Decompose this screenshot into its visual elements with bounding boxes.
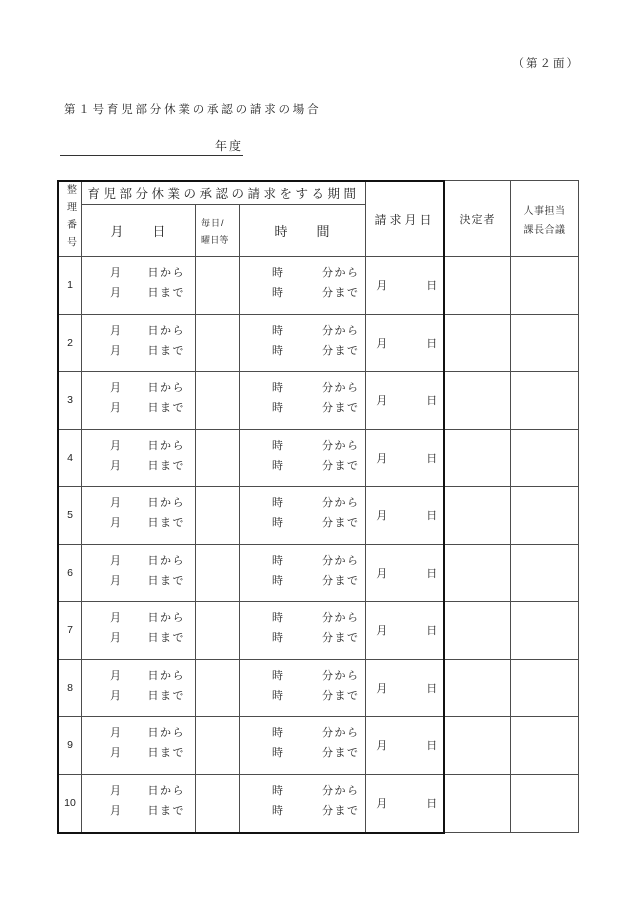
decider-blank-cell[interactable] (445, 257, 511, 315)
hr-council-blank-cell[interactable] (511, 430, 578, 488)
daily-weekday-blank-cell[interactable] (196, 717, 240, 775)
hr-council-blank-cell[interactable] (511, 660, 578, 718)
hr-council-blank-cell[interactable] (511, 602, 578, 660)
time-range-cell[interactable] (240, 487, 366, 545)
request-table (57, 180, 579, 834)
time-to-text: 時 分まで (272, 689, 360, 702)
row-number: 7 (59, 602, 82, 660)
request-date-cell[interactable]: 月 日 (366, 717, 443, 775)
decider-blank-cell[interactable] (445, 717, 511, 775)
row-number: 9 (59, 717, 82, 775)
decider-blank-cell[interactable] (445, 775, 511, 833)
date-to-text: 月 日まで (110, 517, 185, 530)
request-date-cell[interactable]: 月 日 (366, 315, 443, 373)
time-from-text: 時 分から (272, 785, 360, 798)
time-to-text: 時 分まで (272, 517, 360, 530)
time-from-text: 時 分から (272, 324, 360, 337)
date-range-cell[interactable] (82, 660, 196, 718)
header-serial-number-label: 整理番号 (64, 184, 76, 254)
request-date-cell[interactable]: 月 日 (366, 545, 443, 603)
date-from-text: 月 日から (110, 612, 185, 625)
time-range-cell[interactable] (240, 717, 366, 775)
request-table-main-section (57, 180, 445, 834)
daily-weekday-blank-cell[interactable] (196, 315, 240, 373)
time-from-text: 時 分から (272, 267, 360, 280)
row-number: 10 (59, 775, 82, 833)
date-range-cell[interactable] (82, 430, 196, 488)
hr-council-blank-cell[interactable] (511, 257, 578, 315)
row-number: 1 (59, 257, 82, 315)
date-to-text: 月 日まで (110, 747, 185, 760)
row-number: 8 (59, 660, 82, 718)
date-range-cell[interactable] (82, 487, 196, 545)
time-range-cell[interactable] (240, 257, 366, 315)
daily-weekday-blank-cell[interactable] (196, 545, 240, 603)
request-date-cell[interactable]: 月 日 (366, 602, 443, 660)
fiscal-year-blank-field[interactable] (60, 137, 215, 153)
hr-council-blank-cell[interactable] (511, 545, 578, 603)
request-date-cell[interactable]: 月 日 (366, 487, 443, 545)
decider-blank-cell[interactable] (445, 602, 511, 660)
date-to-text: 月 日まで (110, 344, 185, 357)
time-range-cell[interactable] (240, 775, 366, 833)
hr-council-blank-cell[interactable] (511, 315, 578, 373)
hr-council-blank-cell[interactable] (511, 775, 578, 833)
row-number: 6 (59, 545, 82, 603)
date-to-text: 月 日まで (110, 402, 185, 415)
header-daily-weekday (196, 205, 240, 257)
date-from-text: 月 日から (110, 554, 185, 567)
date-to-text: 月 日まで (110, 805, 185, 818)
date-from-text: 月 日から (110, 669, 185, 682)
daily-weekday-blank-cell[interactable] (196, 257, 240, 315)
header-period-span: 育児部分休業の承認の請求をする期間 (82, 182, 366, 205)
time-from-text: 時 分から (272, 669, 360, 682)
row-number: 2 (59, 315, 82, 373)
header-hr-council (511, 181, 578, 257)
date-from-text: 月 日から (110, 382, 185, 395)
time-to-text: 時 分まで (272, 747, 360, 760)
row-number: 4 (59, 430, 82, 488)
header-hr-council-line2: 課長合議 (523, 224, 566, 236)
time-to-text: 時 分まで (272, 805, 360, 818)
time-from-text: 時 分から (272, 727, 360, 740)
header-hr-council-line1: 人事担当 (523, 205, 566, 217)
hr-council-blank-cell[interactable] (511, 372, 578, 430)
header-month-day: 月 日 (82, 205, 196, 257)
time-range-cell[interactable] (240, 545, 366, 603)
time-range-cell[interactable] (240, 602, 366, 660)
date-range-cell[interactable] (82, 257, 196, 315)
hr-council-blank-cell[interactable] (511, 487, 578, 545)
time-range-cell[interactable] (240, 372, 366, 430)
daily-weekday-blank-cell[interactable] (196, 602, 240, 660)
header-serial-number (59, 182, 82, 257)
date-to-text: 月 日まで (110, 287, 185, 300)
header-decider: 決定者 (445, 181, 511, 257)
time-to-text: 時 分まで (272, 574, 360, 587)
form-title: 第１号育児部分休業の承認の請求の場合 (64, 104, 322, 116)
date-from-text: 月 日から (110, 439, 185, 452)
date-from-text: 月 日から (110, 497, 185, 510)
daily-weekday-blank-cell[interactable] (196, 660, 240, 718)
date-range-cell[interactable] (82, 372, 196, 430)
decider-blank-cell[interactable] (445, 660, 511, 718)
time-to-text: 時 分まで (272, 402, 360, 415)
hr-council-blank-cell[interactable] (511, 717, 578, 775)
daily-weekday-blank-cell[interactable] (196, 775, 240, 833)
date-range-cell[interactable] (82, 602, 196, 660)
date-to-text: 月 日まで (110, 459, 185, 472)
request-date-cell[interactable]: 月 日 (376, 798, 439, 811)
time-to-text: 時 分まで (272, 459, 360, 472)
decider-blank-cell[interactable] (445, 372, 511, 430)
time-range-cell[interactable] (240, 660, 366, 718)
header-daily-weekday-line2: 曜日等 (201, 234, 229, 245)
request-table-approval-section (445, 180, 579, 833)
request-date-cell[interactable]: 月 日 (366, 372, 443, 430)
daily-weekday-blank-cell[interactable] (196, 487, 240, 545)
decider-blank-cell[interactable] (445, 430, 511, 488)
time-from-text: 時 分から (272, 554, 360, 567)
date-to-text: 月 日まで (110, 689, 185, 702)
request-date-cell[interactable]: 月 日 (366, 257, 443, 315)
daily-weekday-blank-cell[interactable] (196, 430, 240, 488)
fiscal-year-label: 年度 (214, 139, 243, 153)
request-date-cell[interactable]: 月 日 (366, 430, 443, 488)
date-from-text: 月 日から (110, 267, 185, 280)
time-from-text: 時 分から (272, 497, 360, 510)
row-number: 3 (59, 372, 82, 430)
daily-weekday-blank-cell[interactable] (196, 372, 240, 430)
date-from-text: 月 日から (110, 785, 185, 798)
time-from-text: 時 分から (272, 612, 360, 625)
request-date-cell[interactable]: 月 日 (366, 660, 443, 718)
row-number: 5 (59, 487, 82, 545)
date-to-text: 月 日まで (110, 632, 185, 645)
time-to-text: 時 分まで (272, 287, 360, 300)
date-from-text: 月 日から (110, 727, 185, 740)
time-range-cell[interactable] (240, 315, 366, 373)
decider-blank-cell[interactable] (445, 487, 511, 545)
date-range-cell[interactable] (82, 545, 196, 603)
time-from-text: 時 分から (272, 439, 360, 452)
time-to-text: 時 分まで (272, 344, 360, 357)
fiscal-year-row (60, 137, 243, 156)
date-range-cell[interactable] (82, 315, 196, 373)
date-range-cell[interactable] (82, 775, 196, 833)
time-range-cell[interactable] (240, 430, 366, 488)
date-range-cell[interactable] (82, 717, 196, 775)
header-daily-weekday-line1: 毎日/ (201, 217, 225, 228)
date-from-text: 月 日から (110, 324, 185, 337)
header-time: 時 間 (240, 205, 366, 257)
decider-blank-cell[interactable] (445, 545, 511, 603)
page-face-label: （第２面） (512, 58, 580, 70)
decider-blank-cell[interactable] (445, 315, 511, 373)
header-request-date: 請求月日 (366, 182, 443, 257)
date-to-text: 月 日まで (110, 574, 185, 587)
time-from-text: 時 分から (272, 382, 360, 395)
time-to-text: 時 分まで (272, 632, 360, 645)
